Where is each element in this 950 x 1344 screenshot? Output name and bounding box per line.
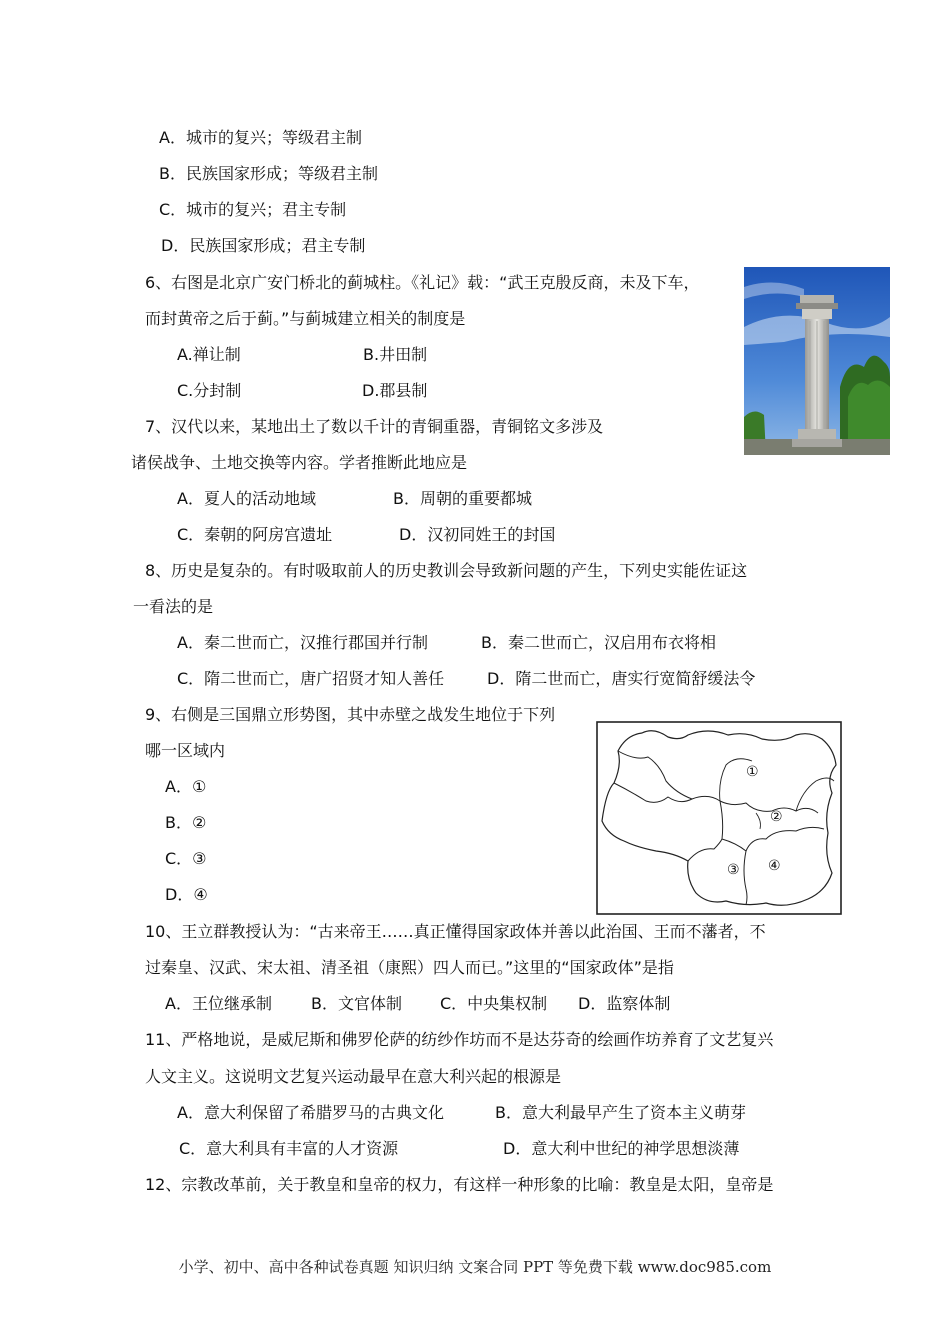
- q9-stem-line1: 9、右侧是三国鼎立形势图，其中赤壁之战发生地位于下列: [145, 705, 556, 724]
- q9-option-a: A．①: [165, 777, 207, 796]
- three-kingdoms-map: [596, 721, 842, 915]
- q7-stem-line2: 诸侯战争、土地交换等内容。学者推断此地应是: [131, 453, 468, 472]
- q11-option-a: A．意大利保留了希腊罗马的古典文化: [177, 1103, 444, 1122]
- q11-option-c: C．意大利具有丰富的人才资源: [179, 1139, 399, 1158]
- q7-stem-line1: 7、汉代以来，某地出土了数以千计的青铜重器，青铜铭文多涉及: [145, 417, 604, 436]
- q11-stem-line2: 人文主义。这说明文艺复兴运动最早在意大利兴起的根源是: [145, 1067, 562, 1086]
- map-label-2: ②: [770, 809, 783, 825]
- q9-option-c: C．③: [165, 849, 207, 868]
- q9-option-d: D．④: [165, 885, 208, 904]
- jicheng-pillar-photo: [744, 267, 890, 455]
- map-label-3: ③: [727, 862, 740, 878]
- q5-option-b: B．民族国家形成；等级君主制: [159, 164, 378, 183]
- q12-stem-line1: 12、宗教改革前，关于教皇和皇帝的权力，有这样一种形象的比喻：教皇是太阳，皇帝是: [145, 1175, 774, 1194]
- q8-stem-line2: 一看法的是: [133, 597, 214, 616]
- q11-option-d: D．意大利中世纪的神学思想淡薄: [503, 1139, 740, 1158]
- q7-option-b: B．周朝的重要都城: [393, 489, 532, 508]
- q9-stem-line2: 哪一区域内: [145, 741, 226, 760]
- q6-option-b: B.井田制: [363, 345, 428, 364]
- q6-option-d: D.郡县制: [362, 381, 428, 400]
- q7-option-c: C．秦朝的阿房宫遗址: [177, 525, 333, 544]
- map-label-4: ④: [768, 858, 781, 874]
- q7-option-d: D．汉初同姓王的封国: [399, 525, 556, 544]
- q9-option-b: B．②: [165, 813, 207, 832]
- q10-option-b: B．文官体制: [311, 994, 402, 1013]
- q6-option-c: C.分封制: [177, 381, 242, 400]
- q8-option-d: D．隋二世而亡，唐实行宽简舒缓法令: [487, 669, 756, 688]
- q10-stem-line2: 过秦皇、汉武、宋太祖、清圣祖（康熙）四人而已。”这里的“国家政体”是指: [145, 958, 674, 977]
- q10-option-d: D．监察体制: [578, 994, 671, 1013]
- q5-option-d: D．民族国家形成；君主专制: [161, 236, 366, 255]
- q6-option-a: A.禅让制: [177, 345, 241, 364]
- q10-stem-line1: 10、王立群教授认为：“古来帝王……真正懂得国家政体并善以此治国、王而不藩者，不: [145, 922, 766, 941]
- q8-option-c: C．隋二世而亡，唐广招贤才知人善任: [177, 669, 445, 688]
- q6-stem-line1: 6、右图是北京广安门桥北的蓟城柱。《礼记》载：“武王克殷反商，未及下车，: [145, 273, 700, 292]
- q6-stem-line2: 而封黄帝之后于蓟。”与蓟城建立相关的制度是: [145, 309, 466, 328]
- q8-option-a: A．秦二世而亡，汉推行郡国并行制: [177, 633, 428, 652]
- map-label-1: ①: [746, 764, 759, 780]
- q5-option-a: A．城市的复兴；等级君主制: [159, 128, 362, 147]
- q8-option-b: B．秦二世而亡，汉启用布衣将相: [481, 633, 716, 652]
- q5-option-c: C．城市的复兴；君主专制: [159, 200, 347, 219]
- q8-stem-line1: 8、历史是复杂的。有时吸取前人的历史教训会导致新问题的产生，下列史实能佐证这: [145, 561, 748, 580]
- q10-option-a: A．王位继承制: [165, 994, 272, 1013]
- q11-option-b: B．意大利最早产生了资本主义萌芽: [495, 1103, 746, 1122]
- q10-option-c: C．中央集权制: [440, 994, 548, 1013]
- page-footer: 小学、初中、高中各种试卷真题 知识归纳 文案合同 PPT 等免费下载 www.doc985.com: [178, 1258, 772, 1276]
- q11-stem-line1: 11、严格地说，是威尼斯和佛罗伦萨的纺纱作坊而不是达芬奇的绘画作坊养育了文艺复兴: [145, 1030, 774, 1049]
- q7-option-a: A．夏人的活动地域: [177, 489, 316, 508]
